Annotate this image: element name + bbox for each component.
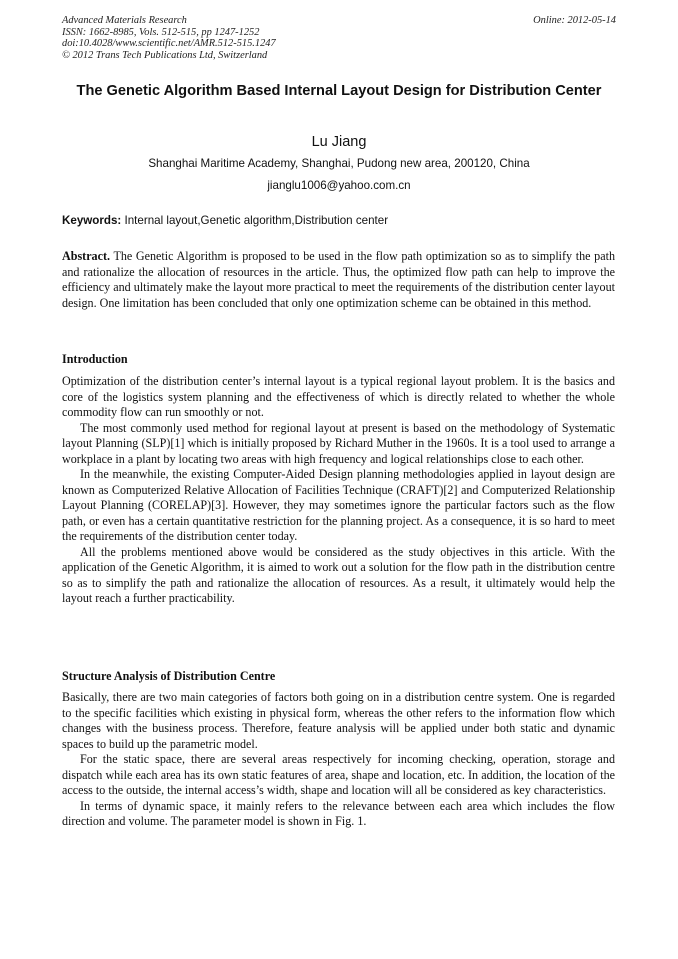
paragraph: The most commonly used method for regional layout at present is based on the methodology of Systematic layout Planning (SLP)[1] which is initially proposed by Richard Muther in the 1960s. It is a tool used to arrange a workplace in a plant by locating two areas with high frequency and logical relationships close to each other. [62,420,615,466]
keywords-text: Internal layout,Genetic algorithm,Distribution center [121,214,389,227]
paragraph: Basically, there are two main categories of factors both going on in a distribution centre system. One is regarded to the specific facilities which existing in physical form, whereas the other refers to the information flow which changes with the business process. Therefore, feature analysis will be applied under both static and dynamic spaces to build up the parametric model. [62,690,615,751]
section-heading-structure: Structure Analysis of Distribution Centre [62,669,276,683]
keywords [62,214,616,228]
author-name: Lu Jiang [311,134,367,150]
paragraph: In terms of dynamic space, it mainly refers to the relevance between each area which includes the flow direction and volume. The parameter model is shown in Fig. 1. [62,798,615,828]
abstract [62,249,615,311]
journal-copyright: © 2012 Trans Tech Publications Ltd, Switzerland [62,49,268,61]
paragraph: In the meanwhile, the existing Computer-Aided Design planning methodologies applied in layout design are known as Computerized Relative Allocation of Facilities Technique (CRAFT)[2] and Computerized Relationship Layout Planning (CORELAP)[3]. However, they may sometimes ignore the particular factors such as the flow path, or even has a certain quantitative restriction for the planning project. As a consequence, it is so hard to meet the requirements of the distribution center today. [62,467,615,543]
author-email: jianglu1006@yahoo.com.cn [267,179,411,192]
abstract-label: Abstract. [62,249,111,263]
journal-header [62,15,616,61]
journal-issn: ISSN: 1662-8985, Vols. 512-515, pp 1247-1252 [62,26,260,38]
paper-title: The Genetic Algorithm Based Internal Layout Design for Distribution Center [76,83,602,99]
structure-body [62,690,615,830]
paragraph: Optimization of the distribution center’s internal layout is a typical regional layout problem. It is the basics and core of the logistics system planning and the effectiveness of which is directly related to whether the whole commodity flow can run smoothly or not. [62,374,615,419]
journal-doi: doi:10.4028/www.scientific.net/AMR.512-515.1247 [62,38,276,49]
online-date: Online: 2012-05-14 [533,15,616,26]
author-affiliation: Shanghai Maritime Academy, Shanghai, Pudong new area, 200120, China [148,157,530,170]
abstract-text: The Genetic Algorithm is proposed to be used in the flow path optimization so as to simplify the path and rationalize the allocation of resources in the article. Thus, the optimized flow path can help to improve the efficiency and ultimately make the layout more practical to meet the requirements of the distribution center layout design. One limitation has been concluded that only one optimization scheme can be obtained in this method. [62,249,615,310]
keywords-label: Keywords: [62,214,122,227]
section-heading-introduction: Introduction [62,352,128,366]
paragraph: For the static space, there are several areas respectively for incoming checking, operation, storage and dispatch while each area has its own static features of area, shape and location, etc. In addition, the location of the access to the outside, the internal access’s width, shape and location will all be considered as key characteristics. [62,752,615,797]
journal-name: Advanced Materials Research [62,15,187,26]
introduction-body [62,374,615,607]
paragraph: All the problems mentioned above would be considered as the study objectives in this article. With the application of the Genetic Algorithm, it is aimed to work out a solution for the flow path in the distribution centre so as to simplify the path and rationalize the allocation of resources. As a result, it ultimately would help the layout reach a further practicability. [62,544,615,605]
